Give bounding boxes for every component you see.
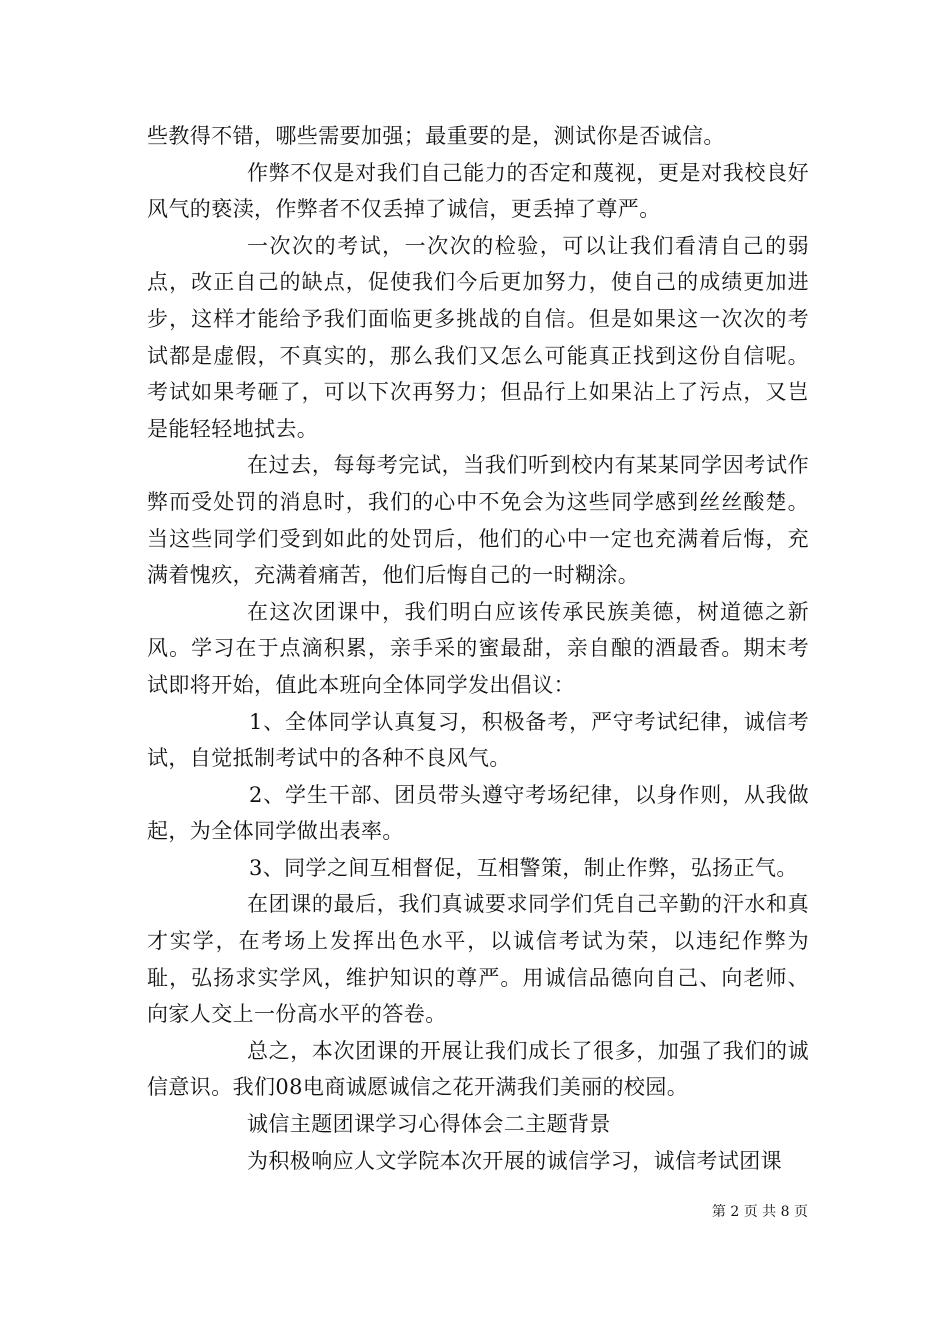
paragraph-exams: 一次次的考试，一次次的检验，可以让我们看清自己的弱点，改正自己的缺点，促使我们今后更加努力，使自己的成绩更加进步，这样才能给予我们面临更多挑战的自信。但是如果这一次次的考试都是虚假，不真实的，那么我们又怎么可能真正找到这份自信呢。考试如果考砸了，可以下次再努力；但品行上如果沾上了污点，又岂是能轻轻地拭去。 bbox=[147, 233, 809, 441]
paragraph-next-section: 为积极响应人文学院本次开展的诚信学习，诚信考试团课 bbox=[247, 1148, 782, 1173]
paragraph-closing: 在团课的最后，我们真诚要求同学们凭自己辛勤的汗水和真才实学，在考场上发挥出色水平，以诚信考试为荣，以违纪作弊为耻，弘扬求实学风，维护知识的尊严。用诚信品德向自己、向老师、向家人交上一份高水平的答卷。 bbox=[147, 892, 809, 1027]
paragraph-league-class: 在这次团课中，我们明白应该传承民族美德，树道德之新风。学习在于点滴积累，亲手采的蜜最甜，亲自酿的酒最香。期末考试即将开始，值此本班向全体同学发出倡议： bbox=[147, 599, 809, 697]
paragraph-cheating: 作弊不仅是对我们自己能力的否定和蔑视，更是对我校良好风气的亵渎，作弊者不仅丢掉了诚信，更丢掉了尊严。 bbox=[147, 160, 809, 222]
section-heading: 诚信主题团课学习心得体会二主题背景 bbox=[247, 1112, 611, 1137]
document-body bbox=[147, 118, 809, 1179]
paragraph-summary: 总之，本次团课的开展让我们成长了很多，加强了我们的诚信意识。我们08电商诚愿诚信之花开满我们美丽的校园。 bbox=[147, 1038, 809, 1100]
paragraph-continuation: 些教得不错，哪些需要加强；最重要的是，测试你是否诚信。 bbox=[147, 124, 725, 148]
proposal-item-3: 3、同学之间互相督促，互相警策，制止作弊，弘扬正气。 bbox=[249, 855, 798, 880]
proposal-item-2: 2、学生干部、团员带头遵守考场纪律，以身作则，从我做起，为全体同学做出表率。 bbox=[147, 782, 809, 844]
proposal-item-1: 1、全体同学认真复习，积极备考，严守考试纪律，诚信考试，自觉抵制考试中的各种不良风气。 bbox=[147, 709, 809, 771]
page-number: 第 2 页 共 8 页 bbox=[711, 1204, 808, 1220]
paragraph-past: 在过去，每每考完试，当我们听到校内有某某同学因考试作弊而受处罚的消息时，我们的心中不免会为这些同学感到丝丝酸楚。当这些同学们受到如此的处罚后，他们的心中一定也充满着后悔，充满着愧疚，充满着痛苦，他们后悔自己的一时糊涂。 bbox=[147, 453, 809, 588]
